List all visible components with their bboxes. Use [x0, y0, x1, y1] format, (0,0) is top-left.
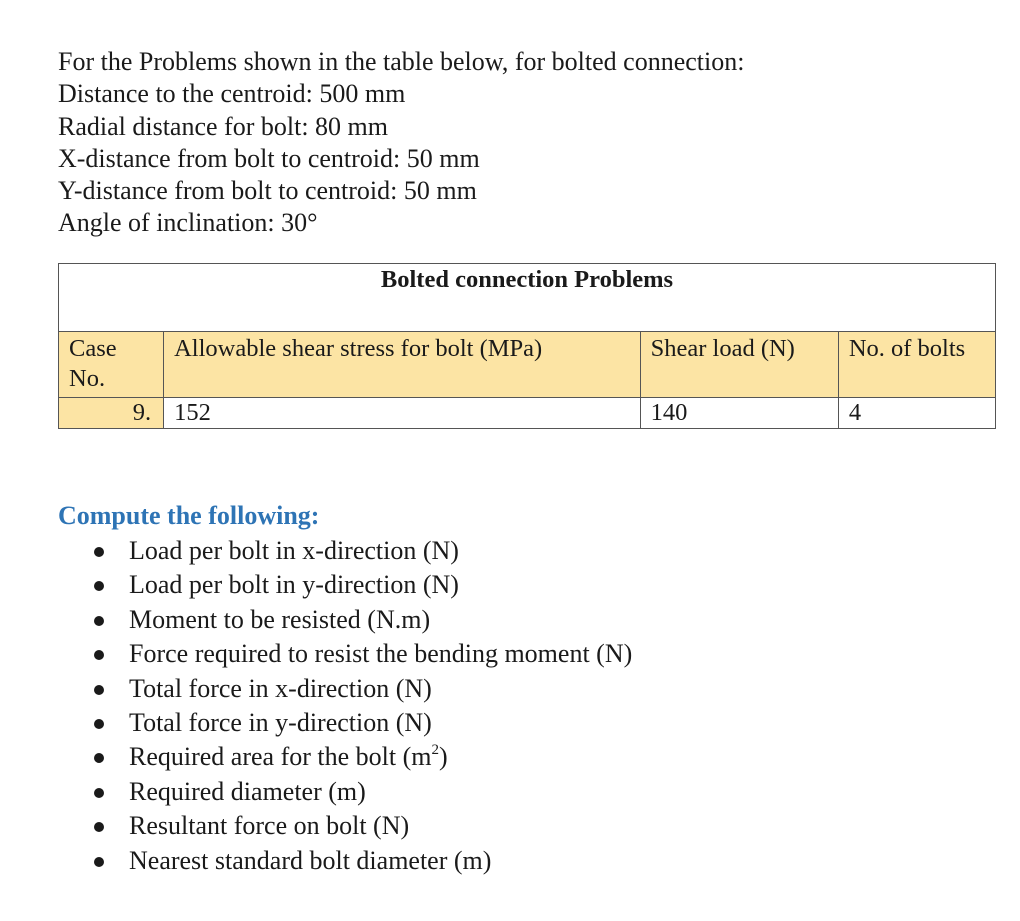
- compute-heading: Compute the following:: [58, 501, 320, 530]
- bullet-icon: [94, 822, 104, 832]
- cell-shear-load: 140: [640, 398, 838, 429]
- list-item: Resultant force on bolt (N): [0, 809, 632, 843]
- bullet-icon: [94, 650, 104, 660]
- header-shear-load: Shear load (N): [640, 332, 838, 398]
- list-item: Moment to be resisted (N.m): [0, 603, 632, 637]
- list-item: Load per bolt in y-direction (N): [0, 568, 632, 602]
- bullet-icon: [94, 581, 104, 591]
- cell-case: 9.: [59, 398, 164, 429]
- angle-of-inclination: Angle of inclination: 30°: [58, 208, 318, 238]
- radial-distance: Radial distance for bolt: 80 mm: [58, 111, 388, 141]
- intro-heading: For the Problems shown in the table below, for bolted connection:: [58, 47, 745, 76]
- list-item: Required diameter (m): [0, 775, 632, 809]
- y-distance: Y-distance from bolt to centroid: 50 mm: [58, 176, 477, 206]
- bullet-icon: [94, 857, 104, 867]
- cell-bolts: 4: [838, 398, 995, 429]
- bolted-connection-table: [58, 263, 996, 429]
- centroid-distance: Distance to the centroid: 500 mm: [58, 79, 406, 109]
- x-distance: X-distance from bolt to centroid: 50 mm: [58, 143, 480, 173]
- area-superscript: 2: [431, 741, 439, 758]
- list-item: Nearest standard bolt diameter (m): [0, 844, 632, 878]
- list-item: Total force in x-direction (N): [0, 672, 632, 706]
- list-item: Force required to resist the bending moment (N): [0, 637, 632, 671]
- header-case-line1: Case: [69, 335, 117, 362]
- bullet-icon: [94, 547, 104, 557]
- list-item: Load per bolt in x-direction (N): [0, 534, 632, 568]
- bullet-icon: [94, 788, 104, 798]
- header-case-line2: No.: [69, 365, 106, 392]
- header-case-no: [59, 332, 164, 398]
- header-shear-stress: Allowable shear stress for bolt (MPa): [164, 332, 641, 398]
- bullet-icon: [94, 753, 104, 763]
- header-no-of-bolts: No. of bolts: [838, 332, 995, 398]
- area-suffix: ): [439, 742, 448, 772]
- problem-intro: [58, 46, 744, 240]
- bullet-icon: [94, 616, 104, 626]
- compute-list: [0, 534, 632, 878]
- table-title: Bolted connection Problems: [59, 264, 996, 332]
- bullet-icon: [94, 719, 104, 729]
- cell-shear-stress: 152: [164, 398, 641, 429]
- table-row: [59, 398, 996, 429]
- bullet-icon: [94, 685, 104, 695]
- table-header-row: [59, 332, 996, 398]
- list-item: Total force in y-direction (N): [0, 706, 632, 740]
- list-item: Required area for the bolt $(m^2)$: [0, 740, 632, 774]
